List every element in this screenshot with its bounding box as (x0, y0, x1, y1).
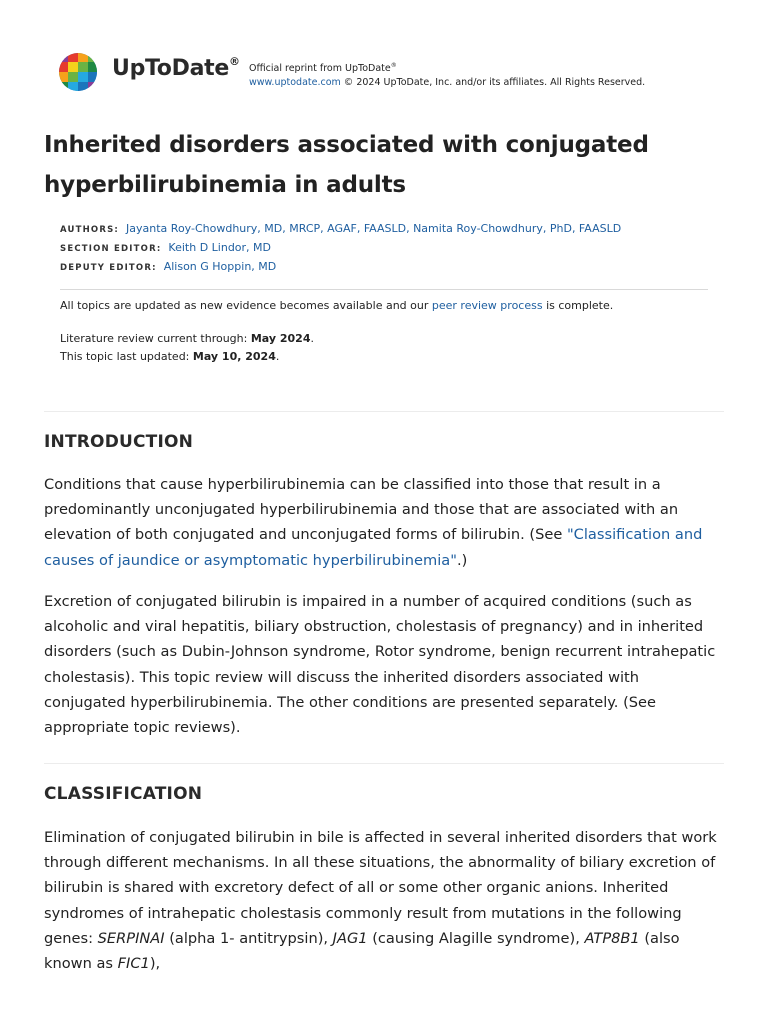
gene-name: JAG1 (332, 929, 368, 947)
review-dates (60, 330, 314, 365)
article-title: Inherited disorders associated with conjugated hyperbilirubinemia in adults (44, 132, 649, 198)
update-note-end: is complete. (542, 299, 614, 312)
section-divider (44, 411, 724, 412)
brand-text: UpToDate (112, 56, 229, 81)
classification-heading: CLASSIFICATION (44, 784, 203, 804)
gene-note: (causing Alagille syndrome), (367, 929, 585, 947)
authors-label: AUTHORS: (60, 225, 120, 235)
copyright-text: © 2024 UpToDate, Inc. and/or its affiliates. All Rights Reserved. (340, 77, 646, 89)
reprint-notice (249, 59, 645, 90)
deputy-editor-label: DEPUTY EDITOR: (60, 263, 157, 273)
introduction-paragraph-2: Excretion of conjugated bilirubin is impaired in a number of acquired conditions (such as alcoholic and viral hepatitis, biliary obstruction, cholestasis of pregnancy) and in inherited disorders (such as Dubin-Johnson syndrome, Rotor syndrome, benign recurrent intrahepatic cholestasis). This topic review will discuss the inherited disorders associated with conjugated hyperbilirubinemia. The other conditions are presented separately. (See appropriate topic reviews). (44, 593, 716, 737)
deputy-editor-link[interactable]: Alison G Hoppin, MD (163, 260, 277, 273)
last-updated-date: May 10, 2024 (192, 349, 276, 363)
gene-name: SERPINAI (97, 929, 165, 947)
authors-row (60, 220, 720, 239)
section-editor-label: SECTION EDITOR: (60, 244, 162, 254)
reprint-registered-mark: ® (390, 62, 397, 69)
authors-link[interactable]: Jayanta Roy-Chowdhury, MD, MRCP, AGAF, FAASLD, Namita Roy-Chowdhury, PhD, FAASLD (126, 222, 622, 235)
update-note-text: All topics are updated as new evidence becomes available and our (60, 299, 432, 312)
uptodate-logo-icon[interactable] (58, 52, 98, 92)
introduction-text: Conditions that cause hyperbilirubinemia can be classified into those that result in a predominantly unconjugated hyperbilirubinemia and those that are associated with an elevation of both conjugated and unconjugated forms of bilirubin. (See (44, 476, 679, 544)
classification-paragraph-1 (44, 825, 724, 976)
reprint-text: Official reprint from UpToDate (249, 63, 391, 75)
classification-jaundice-link[interactable]: "Classification and causes of jaundice or asymptomatic hyperbilirubinemia" (44, 526, 703, 569)
byline (60, 220, 720, 277)
introduction-text-end: .) (456, 551, 468, 569)
gene-note: (also known as (44, 929, 680, 973)
site-header (58, 52, 738, 96)
literature-review-label: Literature review current through: (60, 332, 251, 345)
gene-name: ATP8B1 (584, 929, 640, 947)
introduction-paragraph-1 (44, 472, 724, 573)
literature-review-line: Literature review current through: May 2024. (60, 332, 314, 345)
gene-note: ), (149, 955, 161, 973)
deputy-editor-row (60, 258, 720, 277)
section-editor-row (60, 239, 720, 258)
classification-text: Elimination of conjugated bilirubin in bile is affected in several inherited disorders that work through different mechanisms. In all these situations, the abnormality of biliary excretion of bilirubin is shared with excretory defect of all or some other organic anions. Inherited syndromes of intrahepatic cholestasis commonly result from mutations in the following genes: (44, 829, 717, 947)
update-note (60, 297, 720, 314)
last-updated-label: This topic last updated: (60, 349, 193, 363)
gene-note: (alpha 1- antitrypsin), (164, 929, 333, 947)
divider (60, 289, 708, 290)
introduction-heading: INTRODUCTION (44, 432, 194, 452)
last-updated-line: This topic last updated: May 10, 2024. (60, 349, 280, 363)
peer-review-link[interactable]: peer review process (431, 299, 543, 312)
section-editor-link[interactable]: Keith D Lindor, MD (168, 241, 272, 254)
copyright-line (249, 76, 645, 90)
reprint-line (249, 59, 645, 76)
site-link[interactable]: www.uptodate.com (249, 77, 341, 89)
gene-name: FIC1 (117, 955, 150, 973)
section-divider (44, 763, 724, 764)
brand-registered-mark: ® (228, 54, 240, 68)
brand-name (112, 56, 240, 81)
literature-review-date: May 2024 (250, 332, 311, 345)
